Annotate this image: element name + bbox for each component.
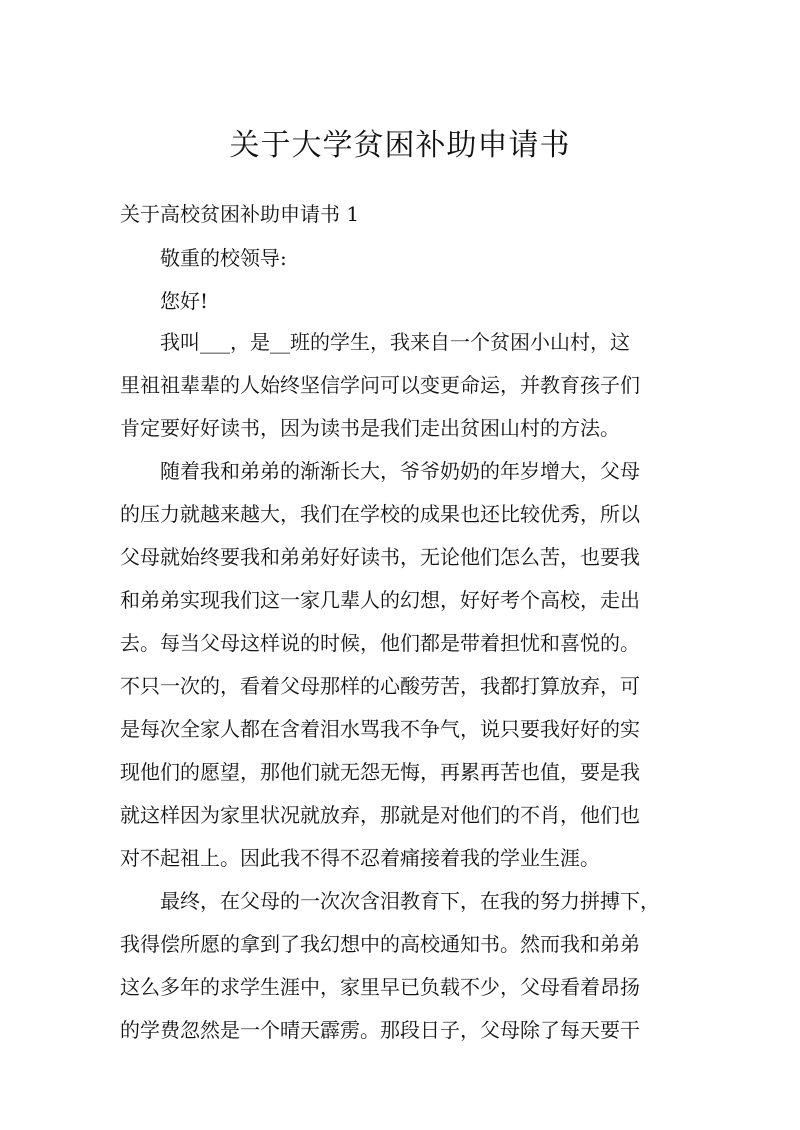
paragraph-line: 我得偿所愿的拿到了我幻想中的高校通知书。然而我和弟弟 (120, 932, 640, 956)
document-subheading: 关于高校贫困补助申请书 1 (120, 202, 360, 226)
paragraph-line: 最终，在父母的一次次含泪教育下，在我的努力拼搏下， (160, 889, 660, 913)
paragraph-line: 里祖祖辈辈的人始终坚信学问可以变更命运，并教育孩子们 (120, 373, 640, 397)
document-title: 关于大学贫困补助申请书 (229, 128, 571, 163)
paragraph-line: 的学费忽然是一个晴天霹雳。那段日子，父母除了每天要干 (120, 1018, 640, 1042)
paragraph-line: 和弟弟实现我们这一家几辈人的幻想，好好考个高校，走出 (120, 588, 640, 612)
paragraph-line: 现他们的愿望，那他们就无怨无悔，再累再苦也值，要是我 (120, 760, 640, 784)
paragraph-line: 不只一次的，看着父母那样的心酸劳苦，我都打算放弃，可 (120, 674, 640, 698)
paragraph-line: 这么多年的求学生涯中，家里早已负载不少，父母看着昂扬 (120, 975, 640, 999)
paragraph-line: 父母就始终要我和弟弟好好读书，无论他们怎么苦，也要我 (120, 545, 640, 569)
paragraph-line: 去。每当父母这样说的时候，他们都是带着担忧和喜悦的。 (120, 631, 640, 655)
paragraph-line: 的压力就越来越大，我们在学校的成果也还比较优秀，所以 (120, 502, 640, 526)
salutation-line: 敬重的校领导: (160, 246, 287, 270)
paragraph-line: 是每次全家人都在含着泪水骂我不争气，说只要我好好的实 (120, 717, 640, 741)
greeting-line: 您好! (160, 289, 209, 313)
paragraph-line: 就这样因为家里状况就放弃，那就是对他们的不肖，他们也 (120, 803, 640, 827)
paragraph-line: 随着我和弟弟的渐渐长大，爷爷奶奶的年岁增大，父母 (160, 459, 640, 483)
paragraph-line: 肯定要好好读书，因为读书是我们走出贫困山村的方法。 (120, 416, 620, 440)
paragraph-line: 对不起祖上。因此我不得不忍着痛接着我的学业生涯。 (120, 846, 600, 870)
paragraph-line: 我叫___，是__班的学生，我来自一个贫困小山村，这 (160, 330, 630, 354)
